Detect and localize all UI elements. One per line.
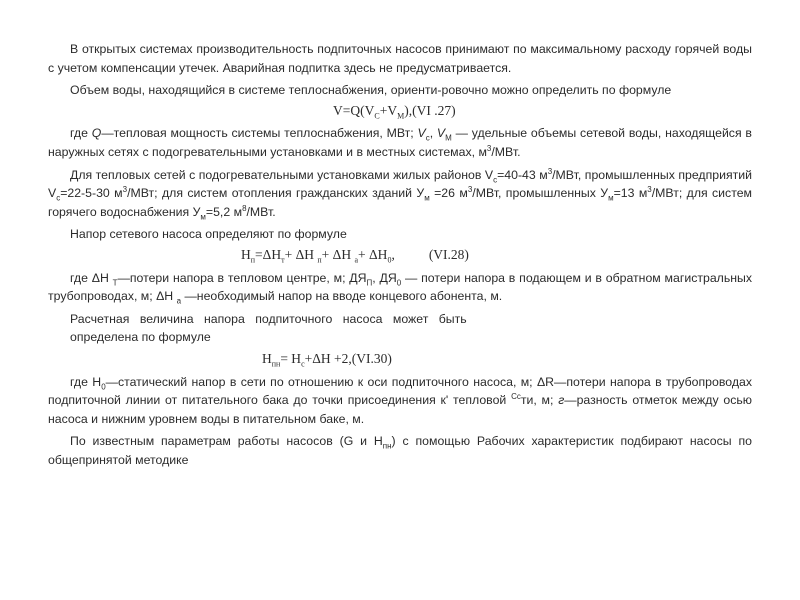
text: =40-43 м bbox=[497, 167, 548, 182]
formula-text: +ΔН +2,(VI.30) bbox=[304, 350, 392, 366]
text: /МВт. bbox=[491, 144, 521, 159]
text: —тепловая мощность системы теплоснабжения, МВт; bbox=[101, 126, 418, 141]
formula-number: (VI.28) bbox=[428, 246, 469, 262]
superscript: Сс bbox=[511, 392, 521, 401]
text: —необходимый напор на вводе концевого абонента, м. bbox=[181, 289, 503, 304]
subscript: П bbox=[366, 277, 373, 287]
formula-text: +V bbox=[379, 102, 398, 118]
superscript: 3 bbox=[122, 185, 128, 195]
text: /МВт, промышленных предприятий V bbox=[48, 167, 752, 201]
formula-vi-28 bbox=[48, 246, 752, 265]
paragraph-open-systems: В открытых системах производительность подпиточных насосов принимают по максимальному расходу горячей воды с учетом компенсации утечек. Аварийная подпитка здесь не предусматривается. bbox=[48, 42, 752, 75]
subscript: Т bbox=[112, 277, 118, 287]
subscript: п bbox=[317, 255, 322, 265]
subscript: м bbox=[200, 212, 206, 222]
subscript: c bbox=[493, 175, 498, 185]
text: где bbox=[70, 126, 92, 141]
text: где ΔН bbox=[70, 270, 113, 285]
text: — удельные объемы сетевой воды, находящейся в наружных сетях с подогревательными установками и в местных системах, м bbox=[48, 126, 752, 159]
text: — потери напора в подающем и в обратном магистральных трубопроводах, м; ΔН bbox=[48, 270, 753, 304]
text: где Н bbox=[70, 374, 102, 389]
text: /МВт, промышленных У bbox=[472, 186, 609, 201]
subscript: пн bbox=[271, 359, 281, 369]
subscript: пн bbox=[382, 441, 392, 451]
paragraph-pump-selection bbox=[48, 432, 752, 469]
text-italic: V bbox=[417, 126, 426, 141]
paragraph-makeup-head: Расчетная величина напора подпиточного насоса может быть bbox=[70, 311, 467, 326]
formula-vi-30 bbox=[48, 350, 752, 369]
subscript: м bbox=[608, 193, 614, 203]
formula-text: + ΔН bbox=[284, 246, 318, 262]
formula-text: + ΔН bbox=[358, 246, 388, 262]
formula-text: , bbox=[391, 246, 395, 262]
subscript: 0 bbox=[387, 255, 392, 265]
text: , ДЯ bbox=[372, 270, 397, 285]
formula-text: ),(VI .27) bbox=[404, 102, 456, 118]
formula-text: V=Q(V bbox=[333, 102, 375, 118]
subscript: а bbox=[354, 255, 359, 265]
paragraph-where-q bbox=[48, 124, 752, 161]
paragraph-by-formula: определена по формуле bbox=[70, 330, 211, 345]
formula-text: =ΔН bbox=[255, 246, 282, 262]
formula-text: Н bbox=[241, 246, 251, 262]
subscript: т bbox=[281, 255, 285, 265]
text: —статический напор в сети по отношению к оси подпиточного насоса, м; ΔR—потери напора в трубопроводах подпиточной линии от питательного бака до точки присоединения к' тепловой bbox=[48, 374, 752, 408]
subscript: п bbox=[250, 255, 256, 265]
document-page bbox=[48, 40, 752, 469]
paragraph-where-h0 bbox=[48, 373, 752, 429]
superscript: 8 bbox=[242, 203, 247, 213]
subscript: C bbox=[374, 111, 380, 121]
subscript: M bbox=[445, 133, 452, 143]
subscript: 0 bbox=[396, 277, 402, 287]
text: , bbox=[429, 126, 437, 141]
paragraph-water-volume: Объем воды, находящийся в системе теплоснабжения, ориенти-ровочно можно определить по формуле bbox=[70, 83, 672, 98]
text: —потери напора в тепловом центре, м; ДЯ bbox=[117, 270, 367, 285]
text-italic: г bbox=[558, 393, 565, 408]
superscript: 3 bbox=[647, 185, 652, 195]
formula-text: Н bbox=[262, 350, 272, 366]
subscript: а bbox=[176, 296, 182, 306]
text-italic: V bbox=[436, 126, 446, 141]
text-italic: Q bbox=[91, 126, 102, 141]
formula-text: = Н bbox=[280, 350, 302, 366]
text: По известным параметрам работы насосов (G и Н bbox=[70, 434, 383, 449]
text: /МВт; для систем горячего водоснабжения У bbox=[48, 186, 752, 219]
text: =5,2 м bbox=[205, 204, 243, 219]
text: —разность отметок между осью насоса и нижним уровнем воды в питательном баке, м. bbox=[48, 393, 753, 426]
text: =13 м bbox=[613, 186, 648, 201]
subscript: м bbox=[424, 193, 430, 203]
subscript: c bbox=[56, 193, 61, 203]
subscript: с bbox=[301, 359, 305, 369]
superscript: 3 bbox=[486, 143, 492, 153]
paragraph-heat-networks bbox=[48, 166, 752, 222]
subscript: c bbox=[425, 133, 430, 143]
text: ) с помощью Рабочих характеристик подбирают насосы по общепринятой методике bbox=[48, 434, 752, 467]
text: Для тепловых сетей с подогревательными установками жилых районов V bbox=[70, 167, 494, 182]
subscript: M bbox=[397, 111, 405, 121]
text: /МВт; для систем отопления гражданских зданий У bbox=[127, 186, 425, 201]
superscript: 3 bbox=[547, 166, 553, 176]
paragraph-network-pump-head: Напор сетевого насоса определяют по формуле bbox=[70, 227, 347, 242]
text: ти, м; bbox=[520, 393, 559, 408]
paragraph-where-dh bbox=[48, 269, 752, 306]
text: =22-5-30 м bbox=[60, 186, 123, 201]
text: /МВт. bbox=[246, 204, 276, 219]
formula-text: + ΔН bbox=[321, 246, 355, 262]
superscript: 3 bbox=[467, 185, 473, 195]
subscript: 0 bbox=[101, 381, 106, 391]
formula-vi-27 bbox=[48, 102, 752, 121]
text: =26 м bbox=[429, 186, 468, 201]
